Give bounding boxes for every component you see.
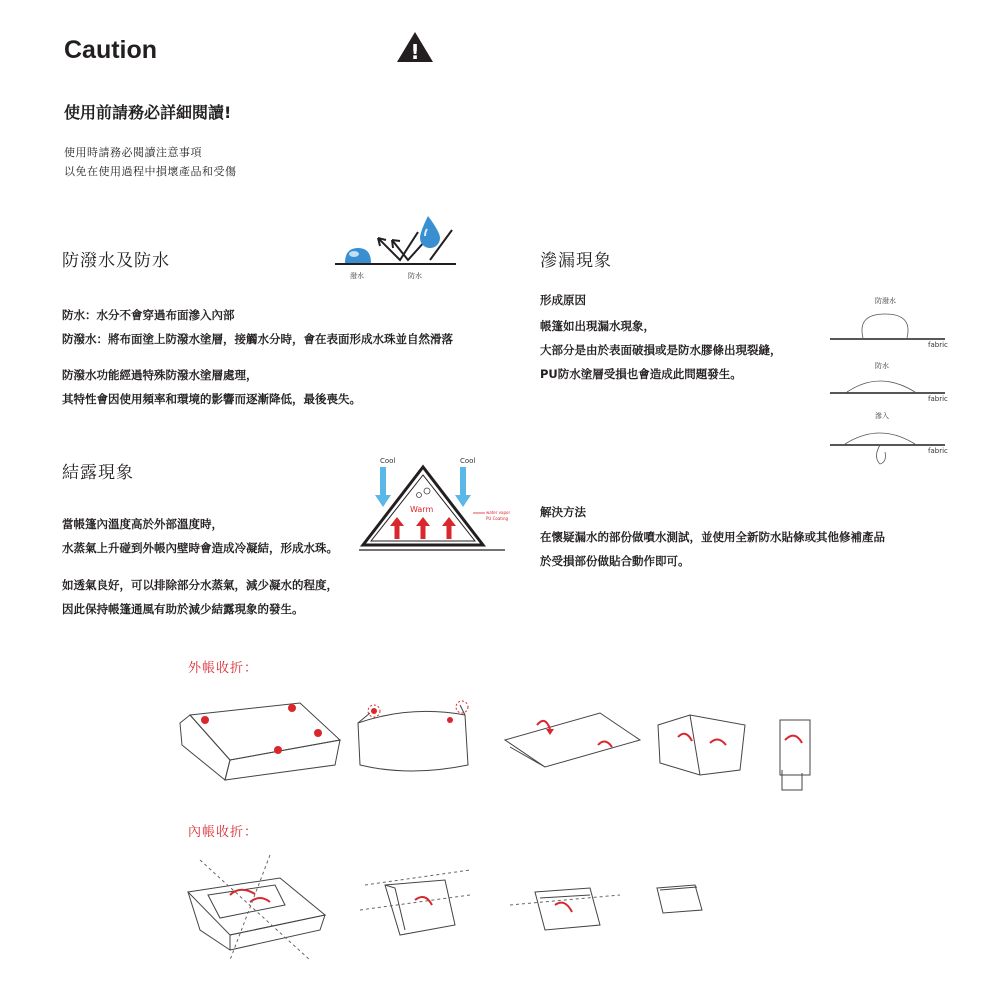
outer-fold-title: 外帳收折： [188,661,259,676]
svg-text:fabric: fabric [928,341,948,349]
water-repellent-diagram [330,210,460,285]
waterproof-heading: 防潑水及防水 [62,251,170,271]
svg-text:fabric: fabric [928,395,948,403]
water-droplet-icon [420,216,440,248]
leakage-diagram [825,292,950,470]
inner-fold-title: 內帳收折： [188,825,259,840]
fold-arrow-icon [537,721,612,747]
svg-text:PU Coating: PU Coating [486,516,509,521]
warning-triangle-icon [395,30,435,64]
warning-glyph: ! [410,40,420,64]
page-title: Caution [64,36,158,64]
svg-text:Cool: Cool [460,457,476,465]
label-waterproof: 防水 [408,272,422,280]
label-proof: 防水 [875,362,889,370]
waterproof-durability: 防潑水功能經過特殊防潑水塗層處理， 其特性會因使用頻率和環境的影響而逐漸降低，最後喪失。 [62,368,361,406]
leakage-cause-text: 帳篷如出現漏水現象， 大部分是由於表面破損或是防水膠條出現裂縫， PU防水塗層受損也會造成此問題發生。 [540,319,782,381]
condensation-heading: 結露現象 [62,463,134,483]
condensation-ventilation-text: 如透氣良好，可以排除部分水蒸氣，減少凝水的程度， 因此保持帳篷通風有助於減少結露現象的發生。 [62,578,338,616]
label-seep: 滲入 [875,412,889,420]
svg-text:Warm: Warm [410,505,434,514]
label-repellent: 防潑水 [875,297,896,305]
inner-fold-steps [170,850,730,965]
leakage-solution-title: 解決方法 [540,505,586,519]
intro-text: 使用時請務必閱讀注意事項 以免在使用過程中損壞產品和受傷 [64,146,237,178]
outer-fold-steps [170,685,830,800]
condensation-diagram [355,455,520,555]
svg-text:fabric: fabric [928,447,948,455]
leakage-solution-text: 在懷疑漏水的部份做噴水測試，並使用全新防水貼條或其他修補產品 於受損部份做貼合動作即可。 [540,530,885,568]
leakage-cause-title: 形成原因 [540,293,586,307]
svg-text:Cool: Cool [380,457,396,465]
condensation-cause-text: 當帳篷內溫度高於外部溫度時， 水蒸氣上升碰到外帳內壁時會造成冷凝結，形成水珠。 [62,517,338,555]
leakage-heading: 滲漏現象 [540,251,612,271]
svg-text:water vapor: water vapor [486,510,511,515]
waterproof-definitions: 防水：水分不會穿過布面滲入內部 防潑水：將布面塗上防潑水塗層，接觸水分時，會在表面形成水珠並自然滑落 [62,308,453,346]
label-water-repellent: 潑水 [350,272,364,280]
read-before-use-heading: 使用前請務必詳細閱讀! [64,103,232,122]
